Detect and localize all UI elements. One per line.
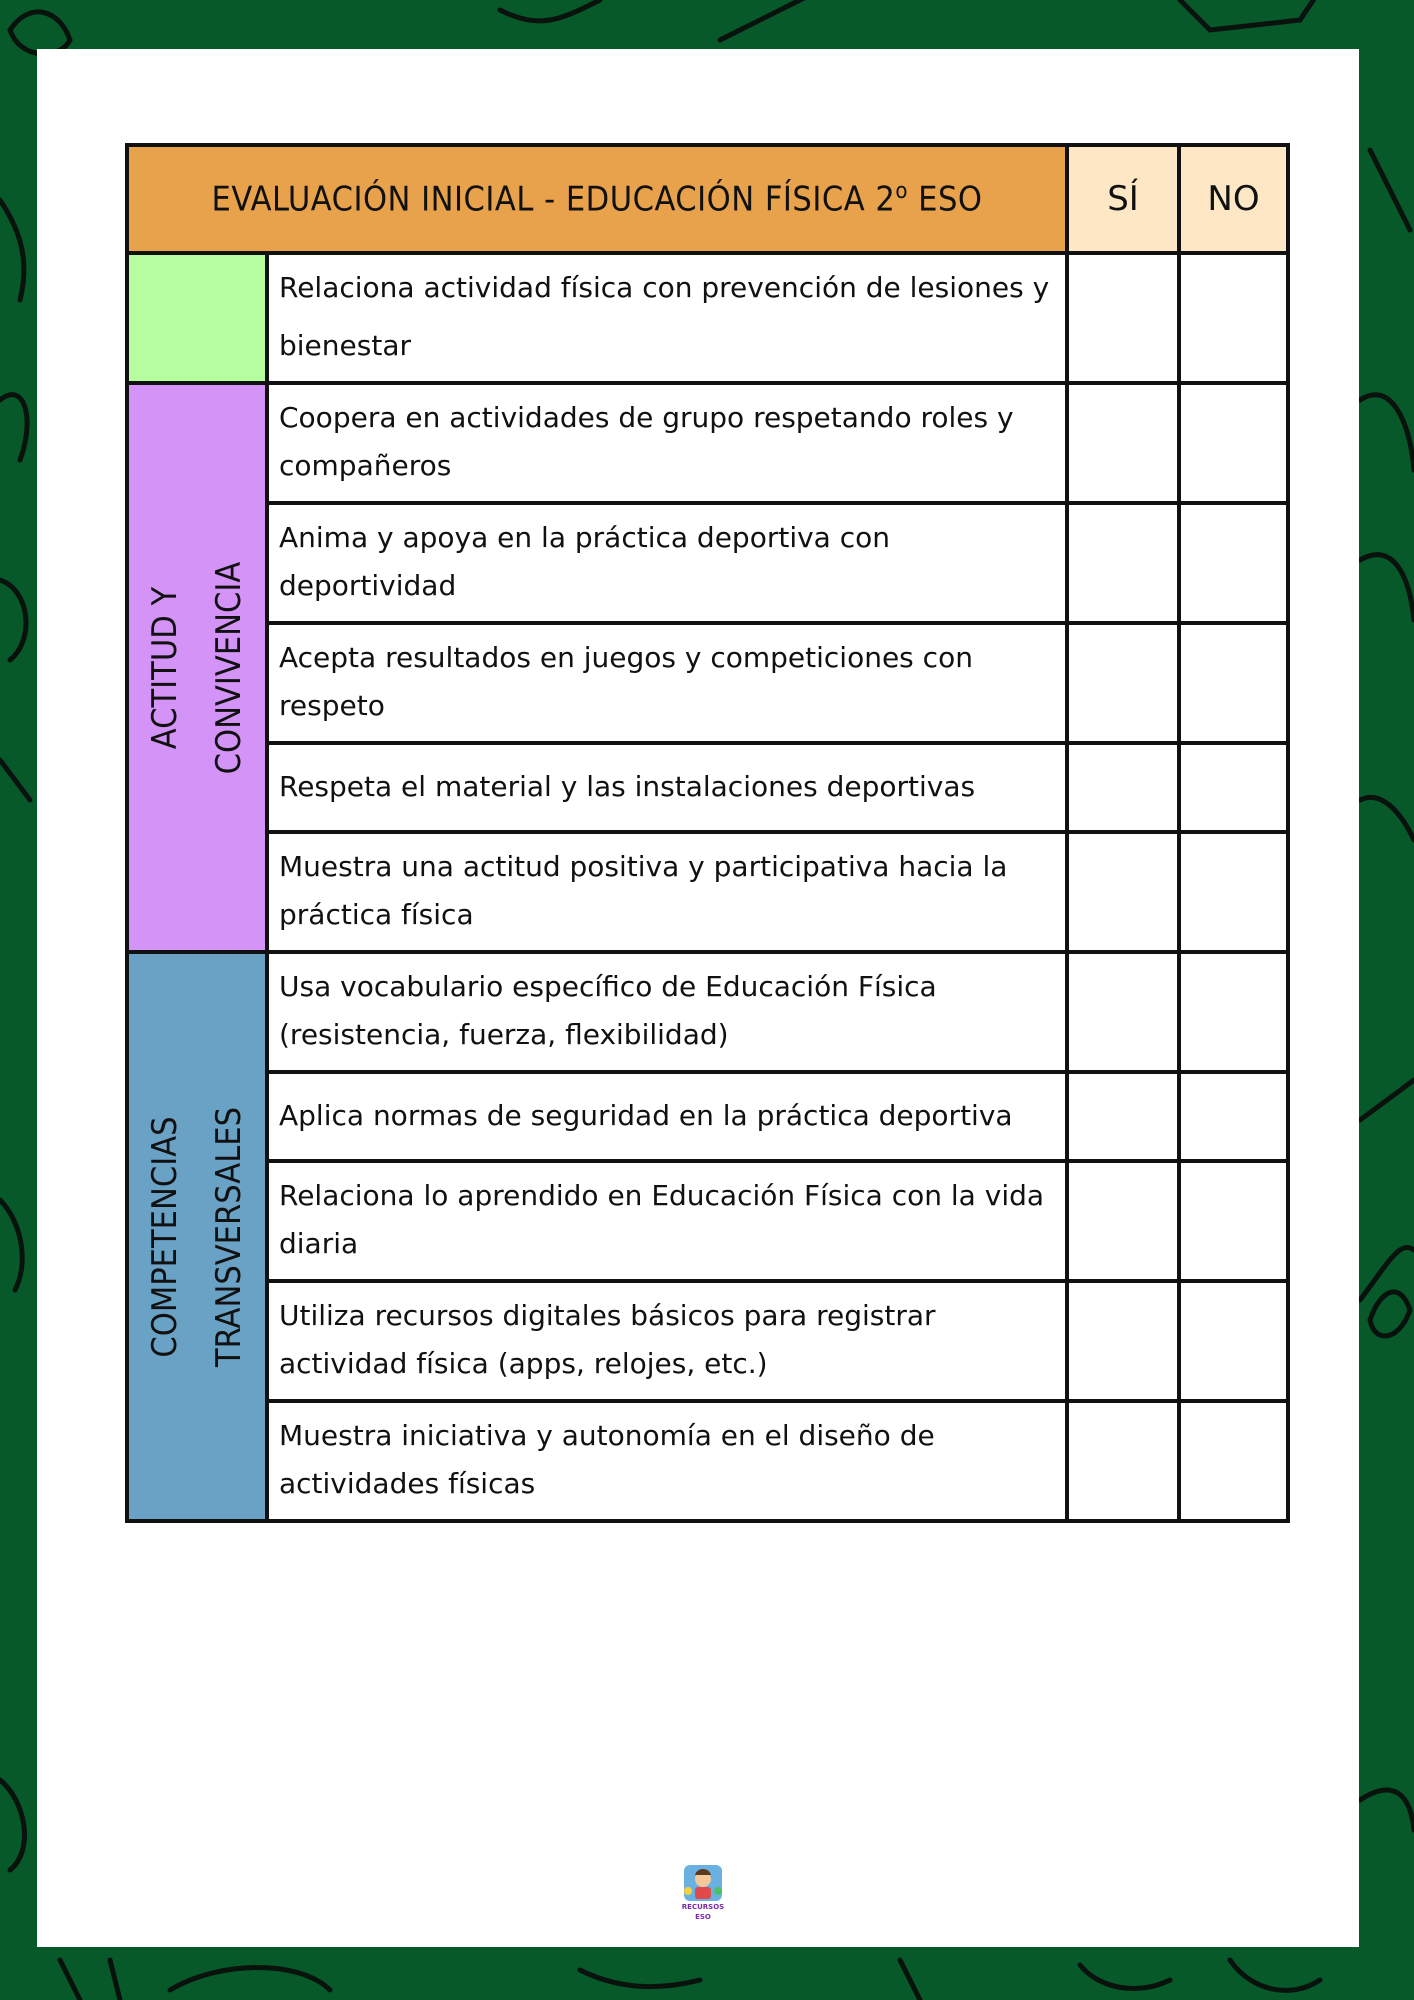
yes-checkbox[interactable] [1067,383,1179,503]
no-column-header: NO [1179,145,1288,253]
table-row [127,383,1288,503]
no-checkbox[interactable] [1179,1281,1288,1401]
no-checkbox[interactable] [1179,1072,1288,1161]
table-title: EVALUACIÓN INICIAL - EDUCACIÓN FÍSICA 2$^o$ ESO [127,145,1067,253]
criterion-text: Aplica normas de seguridad en la práctica deportiva [267,1072,1067,1161]
table-row [127,832,1288,952]
no-checkbox[interactable] [1179,253,1288,383]
criterion-text: Muestra iniciativa y autonomía en el diseño de actividades físicas [267,1401,1067,1521]
yes-checkbox[interactable] [1067,253,1179,383]
category-cell-green [127,253,267,383]
criterion-text: Relaciona lo aprendido en Educación Física con la vida diaria [267,1161,1067,1281]
category-attitude [127,383,267,952]
no-checkbox[interactable] [1179,1161,1288,1281]
yes-checkbox[interactable] [1067,623,1179,743]
category-label-line2: TRANSVERSALES [209,1106,249,1367]
header-row [127,145,1288,253]
yes-checkbox[interactable] [1067,832,1179,952]
criterion-text: Usa vocabulario específico de Educación Física (resistencia, fuerza, flexibilidad) [267,952,1067,1072]
recursos-eso-logo [680,1861,726,1923]
criterion-text: Respeta el material y las instalaciones deportivas [267,743,1067,832]
yes-checkbox[interactable] [1067,503,1179,623]
criterion-text: Coopera en actividades de grupo respetando roles y compañeros [267,383,1067,503]
yes-checkbox[interactable] [1067,1401,1179,1521]
criterion-text: Utiliza recursos digitales básicos para registrar actividad física (apps, relojes, etc.) [267,1281,1067,1401]
no-checkbox[interactable] [1179,832,1288,952]
category-label-line1: ACTITUD Y [145,586,185,749]
worksheet-page [37,49,1359,1947]
criterion-text: Relaciona actividad física con prevención de lesiones y bienestar [267,253,1067,383]
criterion-text: Anima y apoya en la práctica deportiva con deportividad [267,503,1067,623]
yes-checkbox[interactable] [1067,1281,1179,1401]
table-row [127,1281,1288,1401]
category-label-line1: COMPETENCIAS [145,1115,185,1358]
category-label-line2: CONVIVENCIA [209,561,249,774]
yes-column-header: SÍ [1067,145,1179,253]
yes-checkbox[interactable] [1067,952,1179,1072]
no-checkbox[interactable] [1179,1401,1288,1521]
yes-checkbox[interactable] [1067,1161,1179,1281]
table-row [127,623,1288,743]
category-competences [127,952,267,1521]
table-row [127,503,1288,623]
no-checkbox[interactable] [1179,383,1288,503]
criterion-text: Acepta resultados en juegos y competiciones con respeto [267,623,1067,743]
no-checkbox[interactable] [1179,743,1288,832]
svg-text:ESO: ESO [695,1913,711,1921]
criterion-text: Muestra una actitud positiva y participativa hacia la práctica física [267,832,1067,952]
table-row [127,1161,1288,1281]
table-row [127,1401,1288,1521]
svg-text:RECURSOS: RECURSOS [681,1903,725,1911]
table-row [127,952,1288,1072]
yes-checkbox[interactable] [1067,743,1179,832]
no-checkbox[interactable] [1179,952,1288,1072]
no-checkbox[interactable] [1179,503,1288,623]
yes-checkbox[interactable] [1067,1072,1179,1161]
table-row [127,253,1288,383]
evaluation-table [125,143,1290,1523]
no-checkbox[interactable] [1179,623,1288,743]
table-row [127,743,1288,832]
table-row [127,1072,1288,1161]
